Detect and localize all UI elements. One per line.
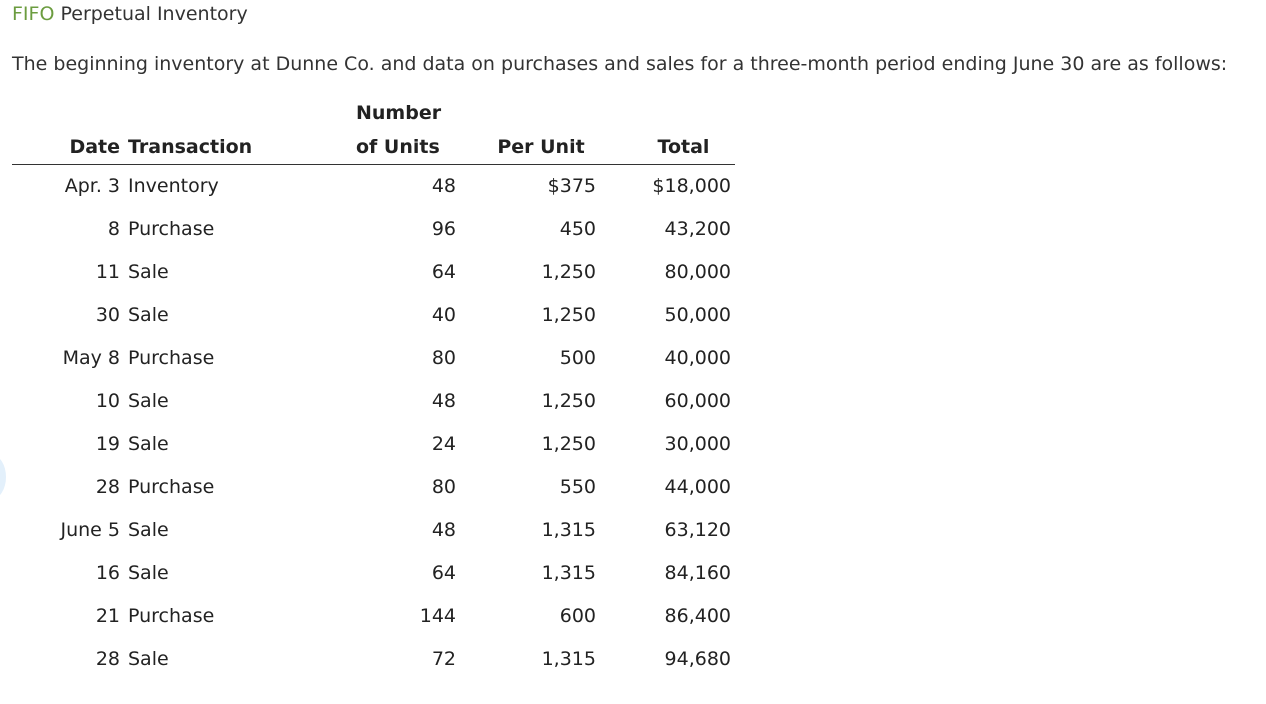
cell-date: June 5 [60,519,120,541]
cell-transaction: Sale [128,648,169,670]
cell-units: 48 [431,519,456,541]
cell-transaction: Sale [128,562,169,584]
cell-per-unit: 1,250 [541,390,596,412]
cell-transaction: Sale [128,261,169,283]
table-row [12,509,735,552]
table-body [12,165,735,682]
cell-total: 44,000 [664,476,731,498]
cell-date: 8 [107,218,120,240]
cell-transaction: Purchase [128,605,215,627]
header-transaction: Transaction [128,96,340,165]
table-row [12,294,735,337]
cell-units: 64 [431,261,456,283]
cell-transaction: Sale [128,390,169,412]
page-title-text: Perpetual Inventory [60,3,248,25]
cell-transaction: Sale [128,519,169,541]
cell-date: 10 [95,390,120,412]
cell-date: 16 [95,562,120,584]
cell-units: 24 [431,433,456,455]
table-row [12,208,735,251]
cell-total: 80,000 [664,261,731,283]
table-row [12,251,735,294]
cell-transaction: Sale [128,304,169,326]
cell-per-unit: 1,250 [541,261,596,283]
cell-date: 11 [95,261,120,283]
table-row [12,423,735,466]
table-row [12,380,735,423]
cell-total: 60,000 [664,390,731,412]
cell-per-unit: 600 [559,605,596,627]
cell-date: 21 [95,605,120,627]
cell-per-unit: 500 [559,347,596,369]
table-row [12,337,735,380]
cell-transaction: Purchase [128,347,215,369]
header-date: Date [12,96,128,165]
inventory-table [12,96,735,681]
cell-total: 50,000 [664,304,731,326]
table-row [12,552,735,595]
header-per-unit: Per Unit [456,96,596,165]
cell-per-unit: 550 [559,476,596,498]
header-units [340,96,456,165]
table-header-row [12,96,735,165]
cell-transaction: Purchase [128,218,215,240]
cell-units: 144 [419,605,456,627]
cell-total: 94,680 [664,648,731,670]
cell-date: 19 [95,433,120,455]
cell-total: 86,400 [664,605,731,627]
fifo-link[interactable]: FIFO [12,3,55,25]
cell-total: 63,120 [664,519,731,541]
header-units-line2: of Units [356,136,440,158]
cell-units: 64 [431,562,456,584]
table-row [12,466,735,509]
cell-transaction: Purchase [128,476,215,498]
cell-transaction: Inventory [128,175,219,197]
cell-date: 28 [95,648,120,670]
cell-total: 43,200 [664,218,731,240]
cell-total: 84,160 [664,562,731,584]
cell-units: 40 [431,304,456,326]
cell-date: May 8 [62,347,120,369]
table-row [12,638,735,681]
header-units-line1: Number [356,102,442,124]
cell-units: 80 [431,347,456,369]
cell-per-unit: 450 [559,218,596,240]
cell-transaction: Sale [128,433,169,455]
header-total: Total [596,96,735,165]
cell-date: 28 [95,476,120,498]
table-row [12,165,735,209]
cell-total: 30,000 [664,433,731,455]
cell-per-unit: 1,315 [541,562,596,584]
cell-total: 40,000 [664,347,731,369]
cell-total: $18,000 [652,175,731,197]
cell-per-unit: $375 [547,175,596,197]
page-title [12,2,248,26]
cell-per-unit: 1,250 [541,433,596,455]
cell-units: 72 [431,648,456,670]
cell-units: 96 [431,218,456,240]
cell-units: 48 [431,175,456,197]
cell-date: Apr. 3 [64,175,120,197]
intro-paragraph: The beginning inventory at Dunne Co. and data on purchases and sales for a three-month period ending June 30 are as follows: [12,53,1228,75]
cell-units: 48 [431,390,456,412]
cell-date: 30 [95,304,120,326]
cell-units: 80 [431,476,456,498]
cell-per-unit: 1,250 [541,304,596,326]
cell-per-unit: 1,315 [541,648,596,670]
cell-per-unit: 1,315 [541,519,596,541]
table-row [12,595,735,638]
floating-widget-edge[interactable] [0,455,6,499]
